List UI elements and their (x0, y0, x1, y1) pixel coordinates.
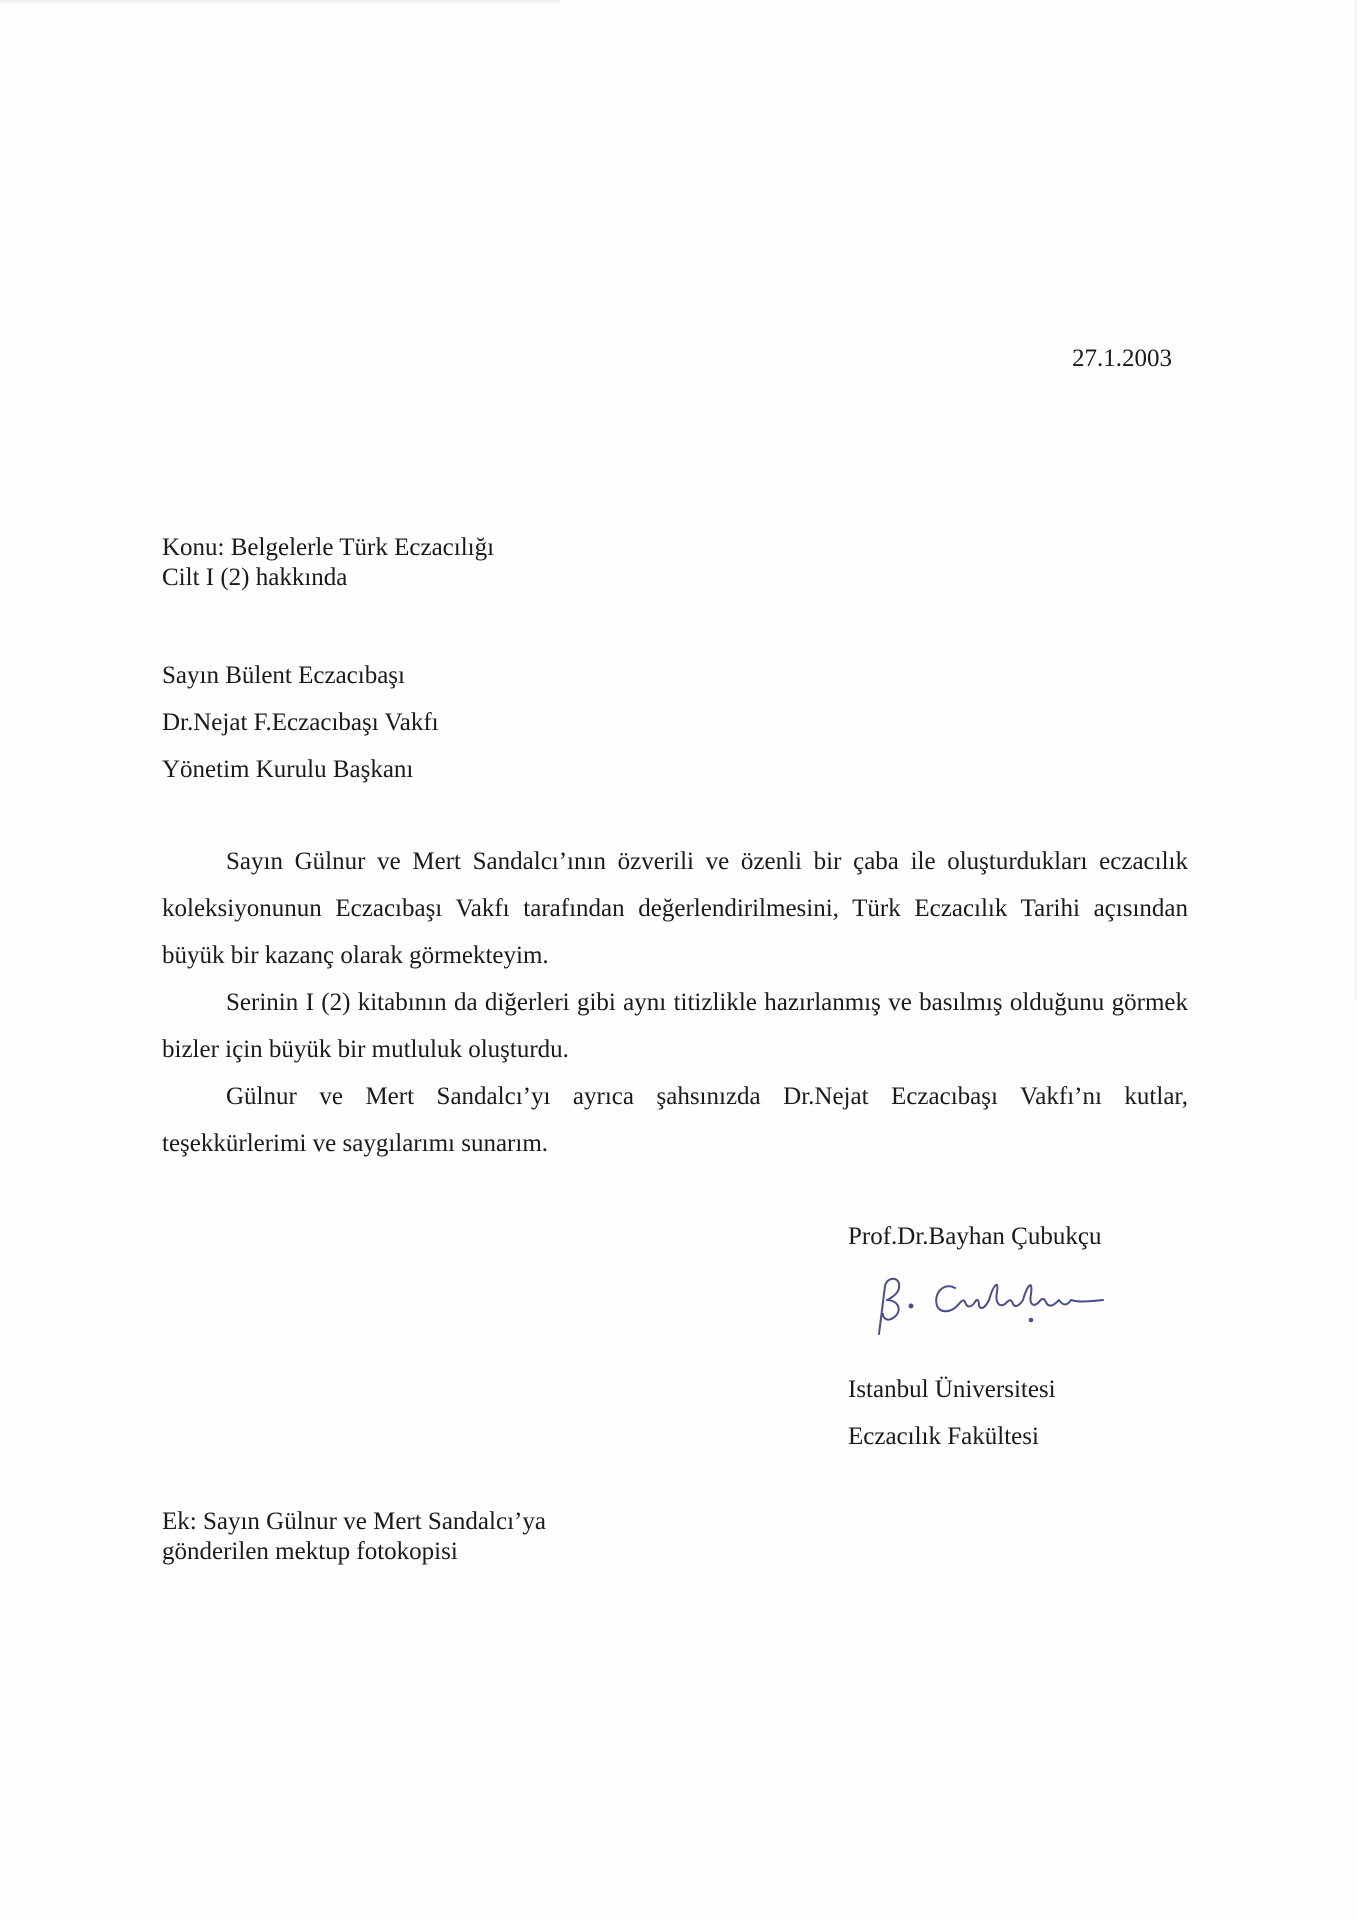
enclosure-line-2: gönderilen mektup fotokopisi (162, 1538, 458, 1565)
body-paragraph: Serinin I (2) kitabının da diğerleri gibi aynı titizlikle hazırlanmış ve basılmış olduğunu görmek bizler için büyük bir mutluluk oluşturdu. (162, 989, 1188, 1063)
handwritten-signature (865, 1262, 1185, 1342)
letter-body (162, 838, 1188, 1167)
signatory-name: Prof.Dr.Bayhan Çubukçu (848, 1223, 1102, 1250)
body-paragraph: Gülnur ve Mert Sandalcı’yı ayrıca şahsınızda Dr.Nejat Eczacıbaşı Vakfı’nı kutlar, teşekkürlerimi ve saygılarımı sunarım. (162, 1083, 1188, 1157)
enclosure-line-1: Ek: Sayın Gülnur ve Mert Sandalcı’ya (162, 1508, 546, 1535)
recipient-line-3: Yönetim Kurulu Başkanı (162, 756, 414, 783)
recipient-line-2: Dr.Nejat F.Eczacıbaşı Vakfı (162, 709, 439, 736)
signature-stroke-name (936, 1285, 1103, 1312)
institution-line-2: Eczacılık Fakültesi (848, 1423, 1039, 1450)
recipient-line-1: Sayın Bülent Eczacıbaşı (162, 662, 405, 689)
signature-stroke-b (879, 1279, 899, 1334)
body-paragraph: Sayın Gülnur ve Mert Sandalcı’ının özverili ve özenli bir çaba ile oluşturdukları eczacılık koleksiyonunun Eczacıbaşı Vakfı tarafından değerlendirilmesini, Türk Eczacılık Tarihi açısından büyük bir kazanç olarak görmekteyim. (162, 848, 1188, 969)
enclosure-block (162, 1507, 546, 1567)
scan-edge-top (0, 0, 560, 3)
subject-line-1: Konu: Belgelerle Türk Eczacılığı (162, 534, 495, 561)
recipient-block (162, 652, 439, 793)
subject-line-2: Cilt I (2) hakkında (162, 564, 348, 591)
letter-date: 27.1.2003 (1072, 345, 1172, 372)
signature-dot (910, 1305, 913, 1308)
subject-block (162, 533, 494, 593)
institution-block (848, 1366, 1056, 1460)
signature-dot (1030, 1319, 1033, 1322)
institution-line-1: Istanbul Üniversitesi (848, 1376, 1056, 1403)
